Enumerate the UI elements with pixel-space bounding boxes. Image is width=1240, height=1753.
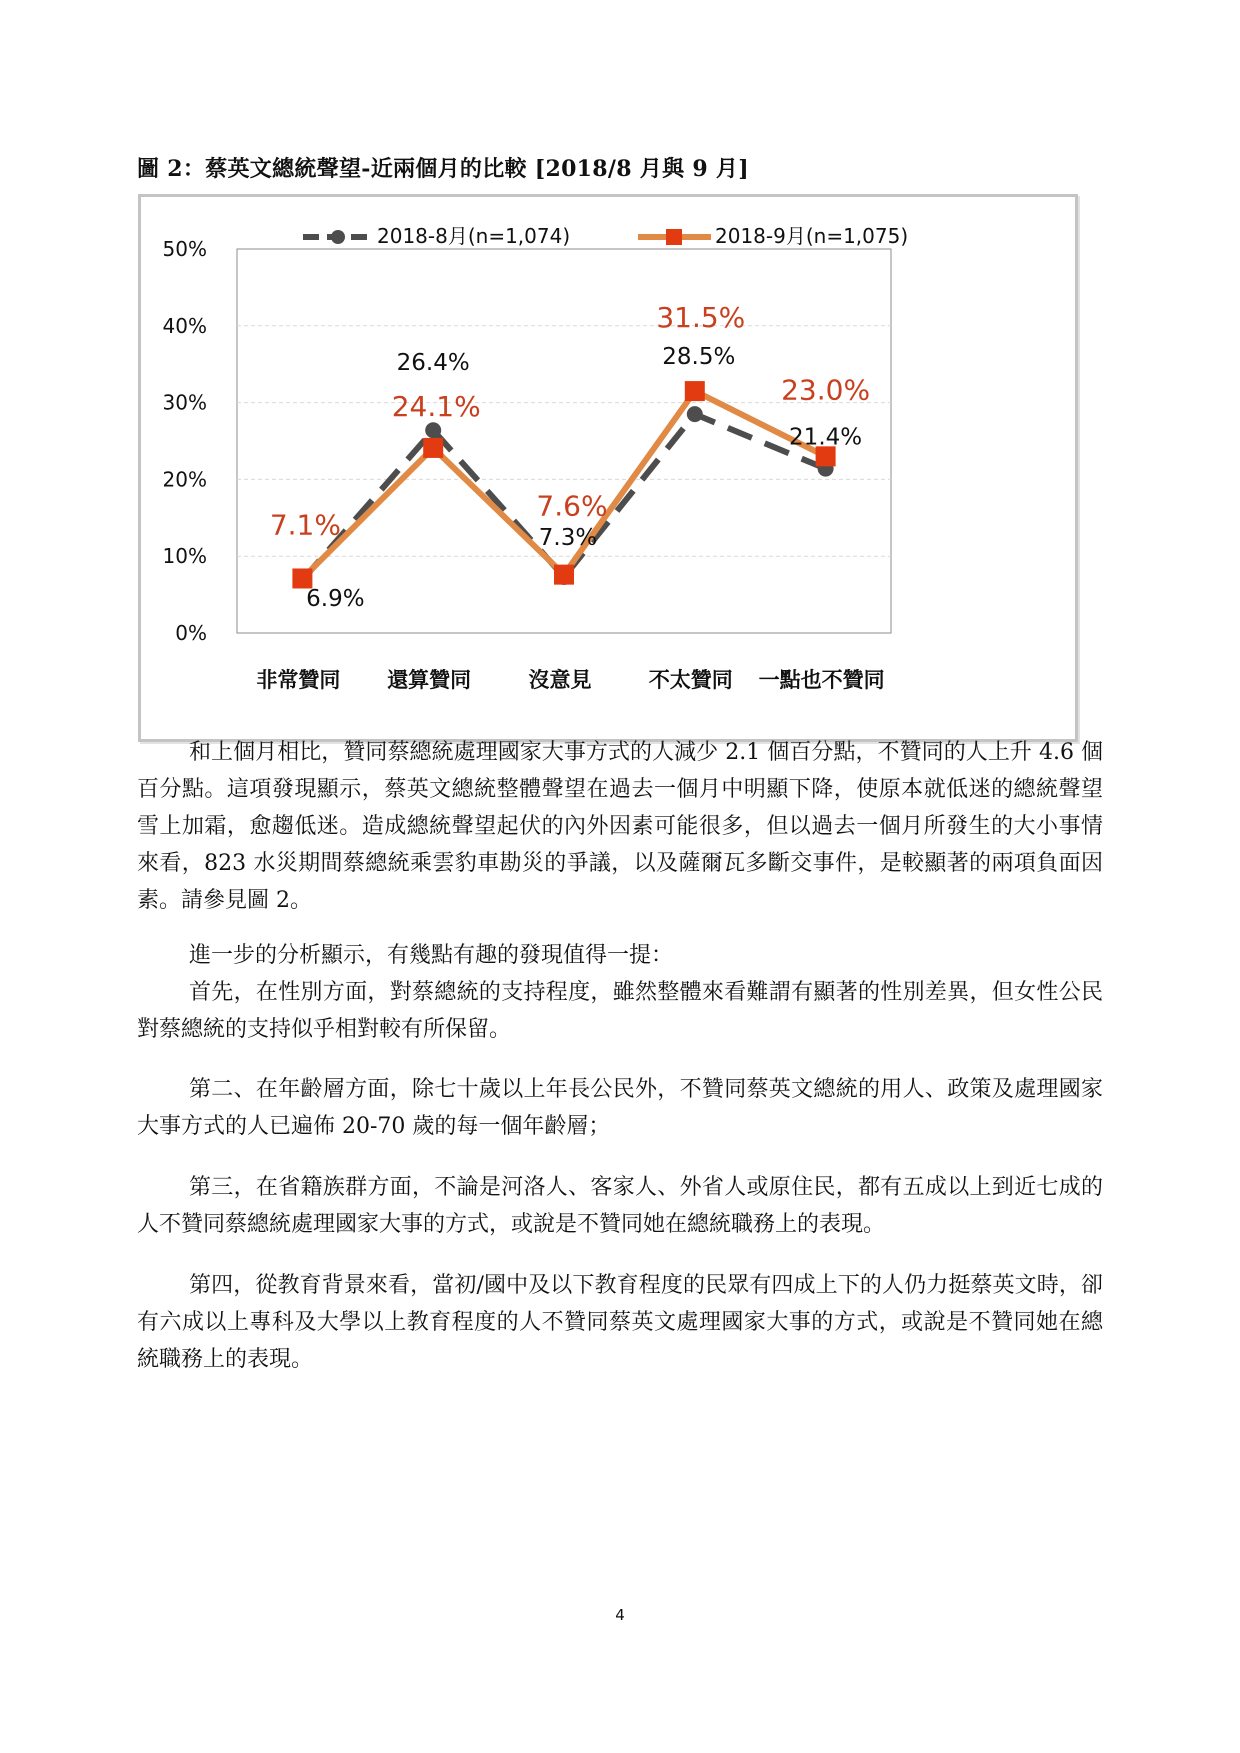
body-block-3 <box>137 1071 1103 1145</box>
data-point-aug <box>425 422 441 438</box>
legend-label-aug: 2018-8月(n=1,074) <box>377 224 571 248</box>
x-tick-label: 一點也不贊同 <box>758 668 885 692</box>
paragraph: 第四，從教育背景來看，當初/國中及以下教育程度的民眾有四成上下的人仍力挺蔡英文時，卻有六成以上專科及大學以上教育程度的人不贊同蔡英文處理國家大事的方式，或說是不贊同她在總統職務上的表現。 <box>137 1273 1103 1372</box>
x-tick-label: 還算贊同 <box>387 668 472 692</box>
line-chart <box>141 197 1075 739</box>
data-label-sep: 24.1% <box>391 389 481 423</box>
data-point-sep <box>685 381 705 401</box>
data-label-aug: 6.9% <box>306 586 365 613</box>
data-label-aug: 28.5% <box>662 344 736 371</box>
data-label-sep: 7.1% <box>269 508 341 542</box>
data-label-sep: 23.0% <box>781 373 871 407</box>
body-block-2 <box>137 937 1103 1048</box>
legend-marker-sep <box>666 229 682 245</box>
paragraph: 第三，在省籍族群方面，不論是河洛人、客家人、外省人或原住民，都有五成以上到近七成的人不贊同蔡總統處理國家大事的方式，或說是不贊同她在總統職務上的表現。 <box>137 1175 1103 1237</box>
y-tick-label: 10% <box>162 544 207 569</box>
y-tick-label: 30% <box>162 390 207 415</box>
body-block-4 <box>137 1169 1103 1243</box>
x-tick-label: 不太贊同 <box>648 668 733 692</box>
data-point-aug <box>687 406 703 422</box>
data-label-aug: 26.4% <box>396 350 470 377</box>
y-tick-label: 40% <box>162 313 207 338</box>
body-block-1 <box>137 734 1103 919</box>
legend-marker-aug <box>331 230 345 244</box>
paragraph: 進一步的分析顯示，有幾點有趣的發現值得一提： <box>189 943 674 968</box>
x-tick-label: 沒意見 <box>528 668 592 692</box>
data-point-sep <box>423 438 443 458</box>
data-label-aug: 21.4% <box>789 424 863 451</box>
y-tick-label: 0% <box>175 621 207 645</box>
legend-label-sep: 2018-9月(n=1,075) <box>715 224 909 248</box>
chart-frame <box>138 194 1078 742</box>
body-block-5 <box>137 1267 1103 1378</box>
paragraph: 首先，在性別方面，對蔡總統的支持程度，雖然整體來看難謂有顯著的性別差異，但女性公民對蔡總統的支持似乎相對較有所保留。 <box>137 980 1103 1042</box>
figure-caption: 圖 2：蔡英文總統聲望-近兩個月的比較 [2018/8 月與 9 月] <box>137 156 749 182</box>
y-tick-label: 20% <box>162 467 207 492</box>
y-tick-label: 50% <box>162 237 207 261</box>
paragraph: 和上個月相比，贊同蔡總統處理國家大事方式的人減少 2.1 個百分點，不贊同的人上升 4.6 個百分點。這項發現顯示，蔡英文總統整體聲望在過去一個月中明顯下降，使原本就低迷的總統聲望雪上加霜，愈趨低迷。造成總統聲望起伏的內外因素可能很多，但以過去一個月所發生的大小事情來看，823 水災期間蔡總統乘雲豹車勘災的爭議，以及薩爾瓦多斷交事件，是較顯著的兩項負面因素。請參見圖 2。 <box>137 740 1103 913</box>
x-tick-label: 非常贊同 <box>256 668 341 692</box>
data-label-sep: 31.5% <box>656 301 746 335</box>
data-label-sep: 7.6% <box>536 489 608 523</box>
paragraph: 第二、在年齡層方面，除七十歲以上年長公民外，不贊同蔡英文總統的用人、政策及處理國家大事方式的人已遍佈 20-70 歲的每一個年齡層； <box>137 1077 1103 1139</box>
data-point-sep <box>554 565 574 585</box>
data-label-aug: 7.3% <box>538 524 598 551</box>
page-number: 4 <box>615 1606 625 1624</box>
